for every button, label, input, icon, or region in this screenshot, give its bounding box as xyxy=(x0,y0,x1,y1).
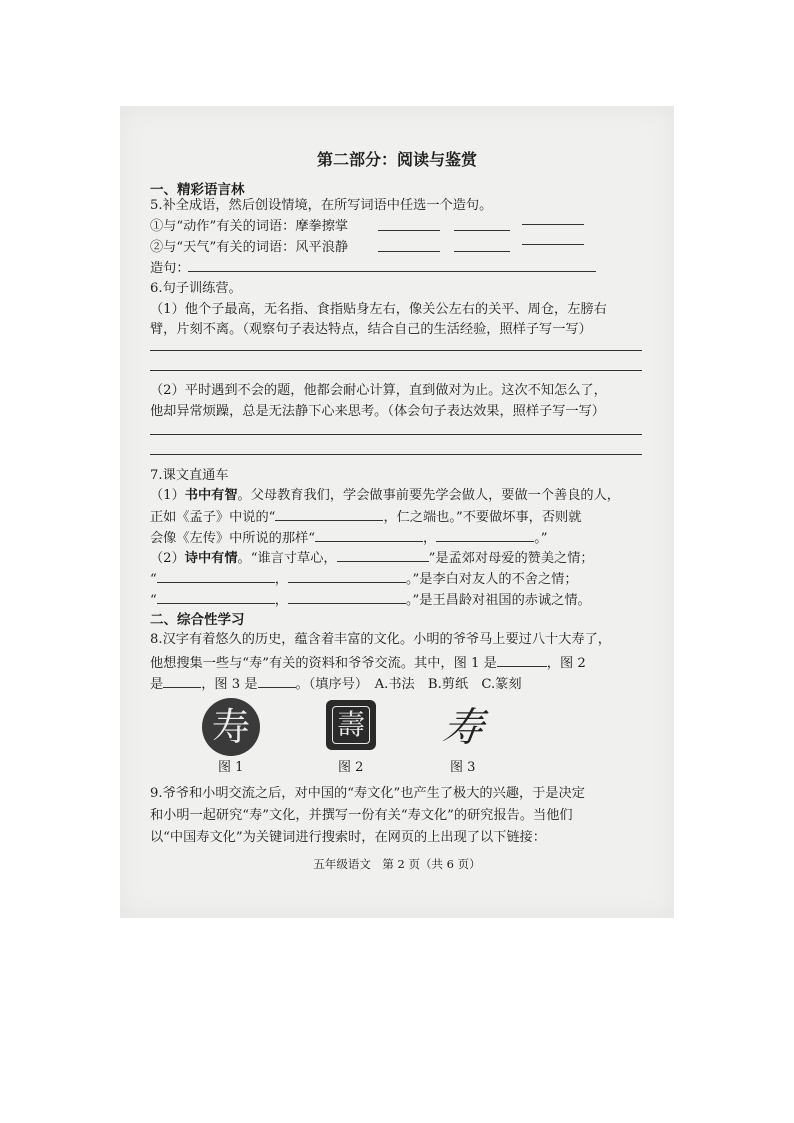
q7-b-bold: 诗中有情 xyxy=(184,551,238,566)
q8-line1: 8.汉字有着悠久的历史，蕴含着丰富的文化。小明的爷爷马上要过八十大寿了， xyxy=(150,632,611,647)
q7-b-line2-comma: ， xyxy=(274,572,288,587)
q6-p1-line1: （1）他个子最高，无名指、食指贴身左右，像关公左右的关平、周仓，左膀右 xyxy=(150,302,607,317)
q8-line3-end: 。（填序号） A.书法 B.剪纸 C.篆刻 xyxy=(295,677,522,692)
q8-blank-fig1[interactable] xyxy=(497,654,547,667)
q8-line2-end: ，图 2 xyxy=(546,656,586,671)
page-title: 第二部分：阅读与鉴赏 xyxy=(316,150,477,169)
q5-blank-1c[interactable] xyxy=(522,224,584,225)
q6-answer-line-2[interactable] xyxy=(150,370,642,371)
q9-line1: 9.爷爷和小明交流之后，对中国的“寿文化”也产生了极大的兴趣，于是决定 xyxy=(150,786,585,801)
q5-line2: ②与“天气”有关的词语：风平浪静 xyxy=(150,240,349,255)
q8-line3 xyxy=(150,675,522,693)
q7-a-bold: 书中有智 xyxy=(184,488,238,503)
q9-line3: 以“中国寿文化”为关键词进行搜索时，在网页的上出现了以下链接： xyxy=(150,830,546,845)
q7-b-line1-end: ”是孟郊对母爱的赞美之情； xyxy=(428,551,594,566)
q5-prompt: 5.补全成语，然后创设情境，在所写词语中任选一个造句。 xyxy=(150,198,493,213)
fig1-caption: 图 1 xyxy=(218,760,244,775)
q8-line3-start: 是 xyxy=(150,677,164,692)
q5-blank-1a[interactable] xyxy=(378,230,440,231)
q5-blank-2a[interactable] xyxy=(378,251,440,252)
q6-answer-line-1[interactable] xyxy=(150,350,642,351)
q5-line1 xyxy=(150,219,348,235)
section1-heading: 一、精彩语言林 xyxy=(150,182,245,198)
fig3-papercut-image xyxy=(436,702,490,754)
q7-a-num: （1） xyxy=(150,488,185,503)
q6-p1-line2: 臂，片刻不离。（观察句子表达特点，结合自己的生活经验，照样子写一写） xyxy=(150,322,592,337)
q7-blank-zuozhuan-2[interactable] xyxy=(436,529,534,542)
q8-line3-mid: ，图 3 是 xyxy=(201,677,258,692)
fig3-caption: 图 3 xyxy=(450,760,476,775)
q5-line1-text: ①与“动作”有关的词语：摩拳擦掌 xyxy=(150,219,349,234)
q7-b-line1 xyxy=(150,549,594,567)
fig2-seal-image xyxy=(326,700,376,750)
exam-page xyxy=(120,106,674,918)
q7-blank-mengzi[interactable] xyxy=(275,508,383,521)
q7-prompt: 7.课文直通车 xyxy=(150,468,229,483)
q7-a-line3-start: 会像《左传》中所说的那样“ xyxy=(150,531,315,546)
q7-b-line1-mid: 。“谁言寸草心， xyxy=(237,551,337,566)
q8-blank-fig2[interactable] xyxy=(163,675,201,688)
q6-answer-line-4[interactable] xyxy=(150,454,642,455)
q7-b-line2-quote: “ xyxy=(150,572,157,587)
q6-answer-line-3[interactable] xyxy=(150,434,642,435)
fig2-character: 壽 xyxy=(336,708,365,741)
q7-blank-mengjiao[interactable] xyxy=(337,549,429,562)
q7-blank-wangchangling-1[interactable] xyxy=(157,591,275,604)
q5-sentence-label: 造句： xyxy=(150,261,190,276)
q7-b-line3-comma: ， xyxy=(274,593,288,608)
q7-b-line3-quote: “ xyxy=(150,593,157,608)
q7-a-line3 xyxy=(150,529,548,547)
section2-heading: 二、综合性学习 xyxy=(150,612,245,628)
q7-a-line3-sep: ， xyxy=(423,531,437,546)
q7-a-line1 xyxy=(150,488,620,504)
q7-a-rest: 。父母教育我们，学会做事前要先学会做人，要做一个善良的人， xyxy=(237,488,620,503)
fig3-character: 寿 xyxy=(439,705,487,751)
q7-a-line2-end: ，仁之端也。”不要做坏事，否则就 xyxy=(383,510,582,525)
q8-line2 xyxy=(150,654,586,672)
q7-blank-libai-2[interactable] xyxy=(288,570,406,583)
q7-b-line3 xyxy=(150,591,591,609)
q7-blank-libai-1[interactable] xyxy=(157,570,275,583)
q6-p2-line2: 他却异常烦躁，总是无法静下心来思考。（体会句子表达效果，照样子写一写） xyxy=(150,404,605,419)
q7-a-line2-start: 正如《孟子》中说的“ xyxy=(150,510,276,525)
q7-a-line2 xyxy=(150,508,581,526)
q7-b-num: （2） xyxy=(150,551,185,566)
q7-blank-zuozhuan-1[interactable] xyxy=(315,529,423,542)
q8-blank-fig3[interactable] xyxy=(258,675,296,688)
fig2-caption: 图 2 xyxy=(338,760,364,775)
q5-blank-1b[interactable] xyxy=(454,230,510,231)
q7-b-line2 xyxy=(150,570,578,588)
fig1-character: 寿 xyxy=(211,705,250,749)
q7-blank-wangchangling-2[interactable] xyxy=(288,591,406,604)
q9-line2: 和小明一起研究“寿”文化，并撰写一份有关“寿文化”的研究报告。当他们 xyxy=(150,808,573,823)
fig1-calligraphy-image xyxy=(202,698,260,756)
q5-blank-2b[interactable] xyxy=(454,251,510,252)
q7-b-line3-end: 。”是王昌龄对祖国的赤诚之情。 xyxy=(405,593,591,608)
photographed-paper xyxy=(120,106,674,918)
q5-sentence-line[interactable] xyxy=(188,271,596,272)
page-footer: 五年级语文 第 2 页（共 6 页） xyxy=(313,857,481,871)
q6-prompt: 6.句子训练营。 xyxy=(150,281,242,296)
q8-line2-start: 他想搜集一些与“寿”有关的资料和爷爷交流。其中，图 1 是 xyxy=(150,656,497,671)
q7-a-line3-end: 。” xyxy=(534,531,548,546)
q5-blank-2c[interactable] xyxy=(522,244,584,245)
q6-p2-line1: （2）平时遇到不会的题，他都会耐心计算，直到做对为止。这次不知怎么了， xyxy=(150,383,607,398)
q7-b-line2-end: 。”是李白对友人的不舍之情； xyxy=(405,572,578,587)
